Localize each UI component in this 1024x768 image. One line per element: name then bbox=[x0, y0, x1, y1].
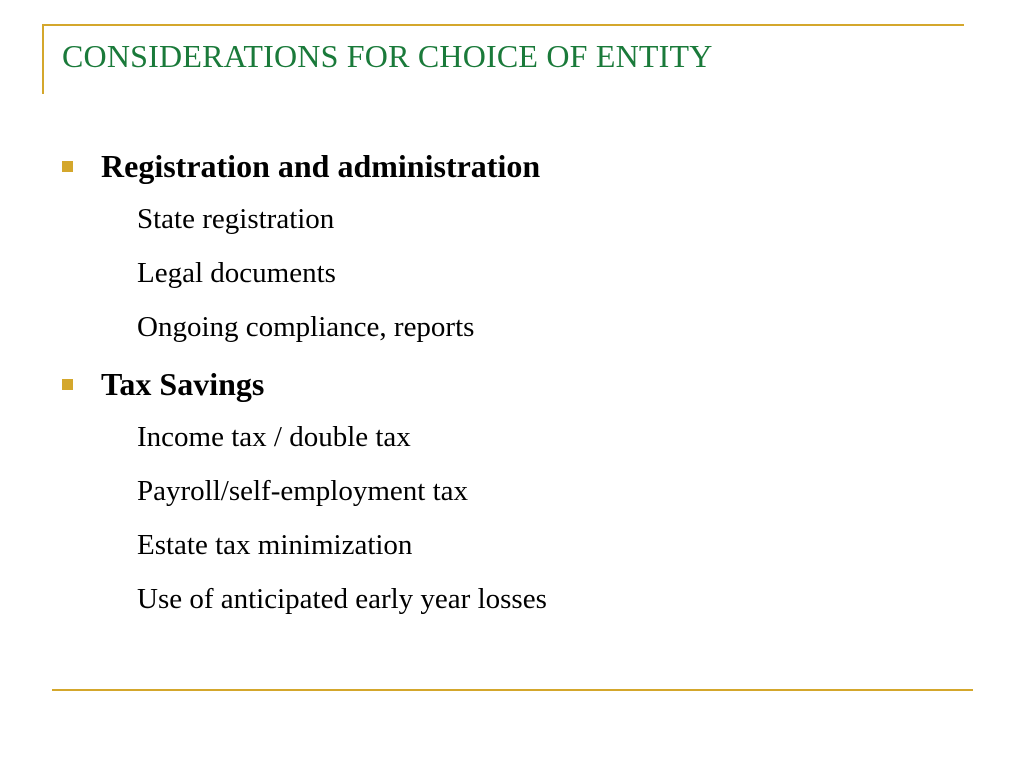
section-heading: Tax Savings bbox=[101, 366, 265, 402]
slide-title: CONSIDERATIONS FOR CHOICE OF ENTITY bbox=[62, 38, 713, 74]
bottom-rule bbox=[52, 689, 973, 691]
list-item: Income tax / double tax bbox=[137, 421, 411, 453]
list-item: Use of anticipated early year losses bbox=[137, 583, 547, 615]
list-item: Legal documents bbox=[137, 257, 336, 289]
left-rule bbox=[42, 24, 44, 94]
list-item: Ongoing compliance, reports bbox=[137, 311, 475, 343]
section-heading: Registration and administration bbox=[101, 148, 541, 184]
list-item: Payroll/self-employment tax bbox=[137, 475, 469, 507]
top-rule bbox=[42, 24, 964, 26]
square-bullet-icon bbox=[62, 379, 73, 390]
section-registration bbox=[62, 148, 540, 185]
list-item: Estate tax minimization bbox=[137, 529, 413, 561]
list-item: State registration bbox=[137, 203, 335, 235]
square-bullet-icon bbox=[62, 161, 73, 172]
section-tax-savings bbox=[62, 366, 264, 403]
